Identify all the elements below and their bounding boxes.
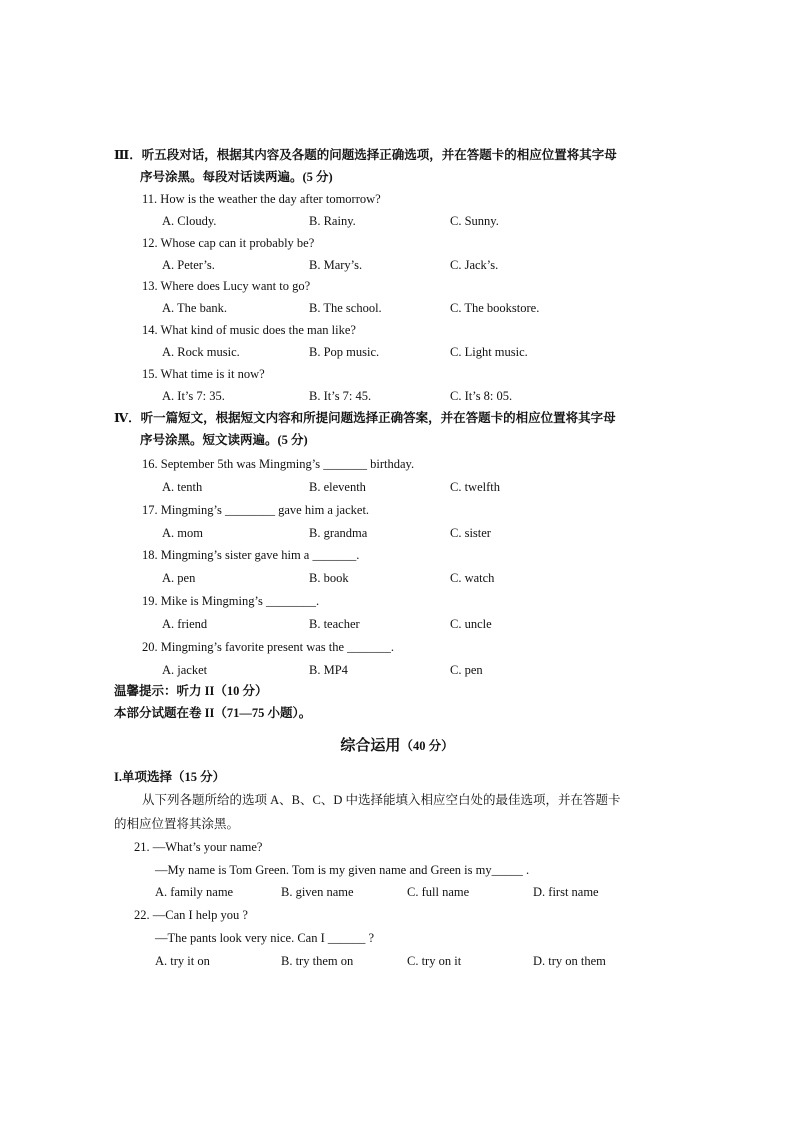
- question-11-option-b: B. Rainy.: [309, 214, 356, 228]
- part-title-score: （40 分）: [400, 739, 454, 753]
- question-15-option-b: B. It’s 7: 45.: [309, 389, 372, 403]
- section4-heading-line2: 序号涂黑。短文读两遍。(5 分): [140, 433, 308, 447]
- question-14-stem: 14. What kind of music does the man like?: [142, 323, 356, 337]
- question-12-stem: 12. Whose cap can it probably be?: [142, 236, 315, 250]
- question-14-option-c: C. Light music.: [450, 345, 528, 359]
- question-21-option-b: B. given name: [281, 885, 354, 899]
- question-18-stem: 18. Mingming’s sister gave him a _______.: [142, 548, 360, 562]
- question-15-option-c: C. It’s 8: 05.: [450, 389, 513, 403]
- question-21-line2: —My name is Tom Green. Tom is my given name and Green is my_____ .: [155, 863, 530, 877]
- listening-tip-line1: 温馨提示：听力 II（10 分）: [114, 684, 268, 698]
- question-20-stem: 20. Mingming’s favorite present was the _______.: [142, 640, 395, 654]
- question-16-stem: 16. September 5th was Mingming’s _______ birthday.: [142, 457, 415, 471]
- question-14-option-b: B. Pop music.: [309, 345, 380, 359]
- question-19-option-a: A. friend: [162, 617, 208, 631]
- question-11-option-c: C. Sunny.: [450, 214, 499, 228]
- question-22-option-a: A. try it on: [155, 954, 210, 968]
- question-17-option-c: C. sister: [450, 526, 491, 540]
- question-20-option-b: B. MP4: [309, 663, 348, 677]
- question-15-stem: 15. What time is it now?: [142, 367, 265, 381]
- question-13-option-c: C. The bookstore.: [450, 301, 540, 315]
- question-19-stem: 19. Mike is Mingming’s ________.: [142, 594, 320, 608]
- question-18-option-a: A. pen: [162, 571, 196, 585]
- single-choice-heading: I.单项选择（15 分）: [114, 770, 226, 784]
- question-22-option-b: B. try them on: [281, 954, 354, 968]
- part-title-text: 综合运用: [340, 738, 401, 754]
- section3-heading-line1: Ⅲ．听五段对话，根据其内容及各题的问题选择正确选项，并在答题卡的相应位置将其字母: [114, 148, 617, 162]
- question-19-option-b: B. teacher: [309, 617, 360, 631]
- question-21-option-a: A. family name: [155, 885, 234, 899]
- question-22-line2: —The pants look very nice. Can I ______ ?: [155, 931, 375, 945]
- question-16-option-a: A. tenth: [162, 480, 203, 494]
- listening-tip-line2: 本部分试题在卷 II（71—75 小题）。: [114, 706, 312, 720]
- question-21-line1: 21. —What’s your name?: [134, 840, 263, 854]
- question-13-option-a: A. The bank.: [162, 301, 228, 315]
- part-title: [0, 735, 794, 757]
- question-20-option-c: C. pen: [450, 663, 483, 677]
- single-choice-instruction-line1: 从下列各题所给的选项 A、B、C、D 中选择能填入相应空白处的最佳选项，并在答题卡: [142, 793, 621, 807]
- question-17-stem: 17. Mingming’s ________ gave him a jacket.: [142, 503, 370, 517]
- question-12-option-b: B. Mary’s.: [309, 258, 363, 272]
- question-15-option-a: A. It’s 7: 35.: [162, 389, 225, 403]
- single-choice-instruction-line2: 的相应位置将其涂黑。: [114, 817, 240, 831]
- question-16-option-c: C. twelfth: [450, 480, 500, 494]
- question-22-option-d: D. try on them: [533, 954, 606, 968]
- question-17-option-a: A. mom: [162, 526, 203, 540]
- question-17-option-b: B. grandma: [309, 526, 368, 540]
- question-13-stem: 13. Where does Lucy want to go?: [142, 279, 311, 293]
- question-22-option-c: C. try on it: [407, 954, 462, 968]
- question-21-option-d: D. first name: [533, 885, 599, 899]
- question-11-stem: 11. How is the weather the day after tomorrow?: [142, 192, 381, 206]
- question-18-option-c: C. watch: [450, 571, 495, 585]
- question-19-option-c: C. uncle: [450, 617, 492, 631]
- question-22-line1: 22. —Can I help you ?: [134, 908, 248, 922]
- question-21-option-c: C. full name: [407, 885, 470, 899]
- question-18-option-b: B. book: [309, 571, 349, 585]
- question-13-option-b: B. The school.: [309, 301, 382, 315]
- section3-heading-line2: 序号涂黑。每段对话读两遍。(5 分): [140, 170, 333, 184]
- question-14-option-a: A. Rock music.: [162, 345, 240, 359]
- question-16-option-b: B. eleventh: [309, 480, 366, 494]
- question-12-option-a: A. Peter’s.: [162, 258, 215, 272]
- section4-heading-line1: Ⅳ．听一篇短文，根据短文内容和所提问题选择正确答案，并在答题卡的相应位置将其字母: [114, 411, 616, 425]
- question-11-option-a: A. Cloudy.: [162, 214, 217, 228]
- question-20-option-a: A. jacket: [162, 663, 208, 677]
- question-12-option-c: C. Jack’s.: [450, 258, 499, 272]
